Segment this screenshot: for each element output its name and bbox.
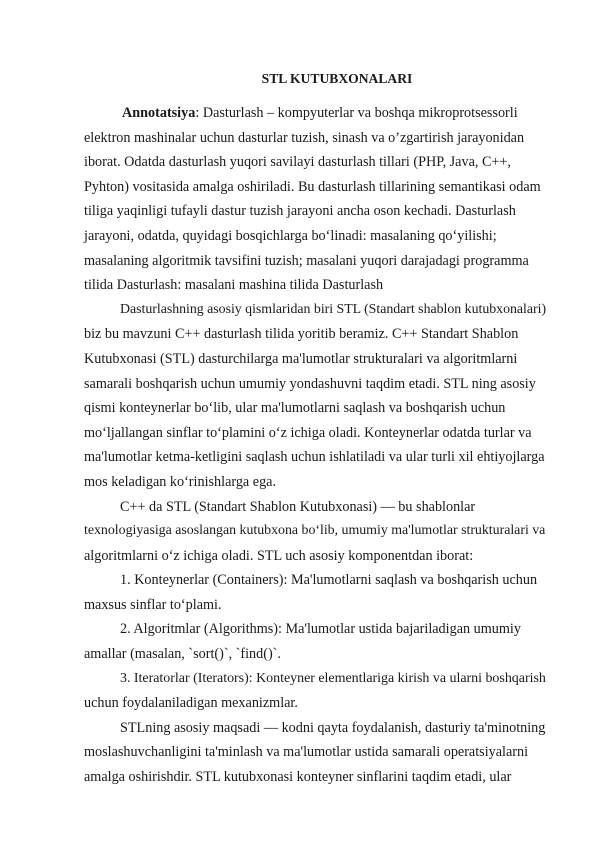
abstract-line: masalaning algoritmik tavsifini tuzish; masalani yuqori darajadagi programma	[84, 252, 529, 269]
paragraph-line: maxsus sinflar to‘plami.	[84, 596, 222, 613]
paragraph-line: 1. Konteynerlar (Containers): Ma'lumotlarni saqlash va boshqarish uchun	[120, 572, 538, 589]
paragraph-line: amallar (masalan, `sort()`, `find()`.	[84, 646, 281, 663]
abstract-line: iborat. Odatda dasturlash yuqori savilayi dasturlash tillari (PHP, Java, C++,	[84, 154, 511, 171]
paragraph-line: C++ da STL (Standart Shablon Kutubxonasi) — bu shablonlar	[120, 498, 476, 515]
abstract-line: tiliga yaqinligi tufayli dastur tuzish jarayoni ancha oson kechadi. Dasturlash	[84, 203, 516, 220]
list-item-iterators	[84, 667, 546, 716]
abstract-line: Pyhton) vositasida amalga oshiriladi. Bu dasturlash tillarining semantikasi odam	[84, 178, 541, 195]
paragraph-line: qismi konteynerlar bo‘lib, ular ma'lumotlarni saqlash va boshqarish uchun	[84, 400, 506, 417]
paragraph-line: mo‘ljallangan sinflar to‘plamini o‘z ichiga oladi. Konteynerlar odatda turlar va	[84, 424, 532, 441]
paragraph-line: Kutubxonasi (STL) dasturchilarga ma'lumotlar strukturalari va algoritmlarni	[84, 350, 518, 367]
paragraph-line: biz bu mavzuni C++ dasturlash tilida yoritib beramiz. C++ Standart Shablon	[84, 326, 519, 343]
paragraph-line: mos keladigan ko‘rinishlarga ega.	[84, 473, 277, 490]
list-item-containers	[84, 568, 546, 617]
page-title: STL KUTUBXONALARI	[261, 71, 413, 86]
text-line	[84, 101, 546, 126]
abstract-paragraph	[84, 101, 546, 298]
abstract-line: tilida Dasturlash: masalani mashina tilida Dasturlash	[84, 277, 384, 294]
paragraph-line: 3. Iteratorlar (Iterators): Konteyner elementlariga kirish va ularni boshqarish	[120, 670, 546, 686]
paragraph-line: amalga oshirishdir. STL kutubxonasi konteyner sinflarini taqdim etadi, ular	[84, 769, 512, 786]
paragraph-line: samarali boshqarish uchun umumiy yondashuvni taqdim etadi. STL ning asosiy	[84, 375, 536, 392]
paragraph-line: texnologiyasiga asoslangan kutubxona bo‘lib, umumiy ma'lumotlar strukturalari va	[84, 523, 546, 539]
list-item-algorithms	[84, 617, 546, 666]
abstract-line: : Dasturlash – kompyuterlar va boshqa mikroprotsessorli	[195, 105, 518, 121]
body-paragraph-stl-components	[84, 495, 546, 569]
paragraph-line: moslashuvchanligini ta'minlash va ma'lumotlar ustida samarali operatsiyalarni	[84, 744, 529, 761]
paragraph-line: algoritmlarni o‘z ichiga oladi. STL uch asosiy komponentdan iborat:	[84, 547, 474, 564]
paragraph-line: STLning asosiy maqsadi — kodni qayta foydalanish, dasturiy ta'minotning	[120, 719, 546, 736]
paragraph-line: Dasturlashning asosiy qismlaridan biri STL (Standart shablon kutubxonalari)	[120, 301, 547, 317]
paragraph-line: ma'lumotlar ketma-ketligini saqlash uchun ishlatiladi va ular turli xil ehtiyojlarga	[84, 449, 545, 466]
abstract-label: Annotatsiya	[122, 105, 196, 121]
paragraph-line: uchun foydalaniladigan mexanizmlar.	[84, 695, 298, 712]
body-paragraph-stl-intro	[84, 298, 546, 495]
document-body	[84, 101, 546, 790]
paragraph-line: 2. Algoritmlar (Algorithms): Ma'lumotlar ustida bajariladigan umumiy	[120, 621, 521, 638]
abstract-line: elektron mashinalar uchun dasturlar tuzish, sinash va o’zgartirish jarayonidan	[84, 129, 525, 146]
abstract-line: jarayoni, odatda, quyidagi bosqichlarga bo‘linadi: masalaning qo‘yilishi;	[84, 227, 497, 244]
body-paragraph-stl-purpose	[84, 716, 546, 790]
